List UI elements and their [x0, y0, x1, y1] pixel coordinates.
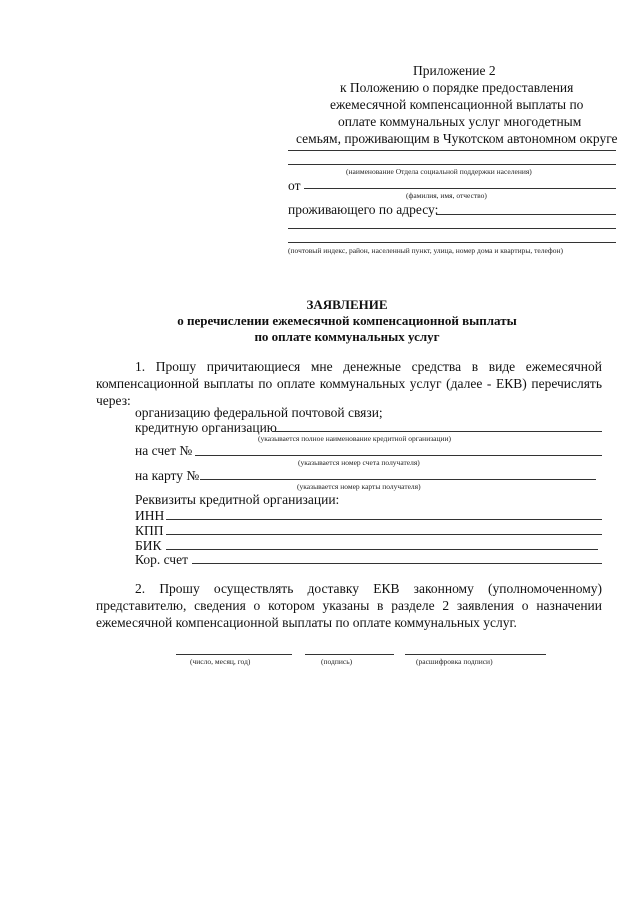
corr-account-label: Кор. счет: [135, 552, 188, 567]
kpp-label: КПП: [135, 523, 164, 538]
section-2-line-1: 2. Прошу осуществлять доставку ЕКВ законному (уполномоченному): [135, 581, 602, 596]
signature-field[interactable]: [305, 654, 394, 655]
signature-decode-field[interactable]: [405, 654, 546, 655]
department-caption: (наименование Отдела социальной поддержки населения): [346, 167, 532, 176]
date-caption: (число, месяц, год): [190, 657, 251, 666]
account-label: на счет №: [135, 443, 193, 458]
account-number-field[interactable]: [195, 455, 602, 456]
document-title-line-3: по оплате коммунальных услуг: [254, 329, 440, 344]
department-line-2[interactable]: [288, 164, 616, 165]
section-1-line-3: через:: [96, 393, 131, 408]
department-line-1[interactable]: [288, 150, 616, 151]
section-1-line-2: компенсационной выплаты по оплате коммунальных услуг (далее - ЕКВ) перечислять: [96, 376, 602, 391]
signature-caption: (подпись): [321, 657, 353, 666]
appendix-line-5: семьям, проживающим в Чукотском автономном округе: [296, 131, 618, 146]
option-credit-label: кредитную организацию: [135, 420, 277, 435]
bik-field[interactable]: [166, 549, 598, 550]
inn-field[interactable]: [166, 519, 602, 520]
bik-label: БИК: [135, 538, 162, 553]
from-label: от: [288, 178, 301, 193]
corr-account-field[interactable]: [192, 563, 602, 564]
document-title-line-2: о перечислении ежемесячной компенсационной выплаты: [177, 313, 517, 328]
address-caption: (почтовый индекс, район, населенный пункт, улица, номер дома и квартиры, телефон): [288, 246, 564, 255]
appendix-line-4: оплате коммунальных услуг многодетным: [338, 114, 582, 129]
card-caption: (указывается номер карты получателя): [297, 482, 421, 491]
appendix-line-2: к Положению о порядке предоставления: [340, 80, 574, 95]
appendix-line-3: ежемесячной компенсационной выплаты по: [330, 97, 584, 112]
name-caption: (фамилия, имя, отчество): [406, 191, 487, 200]
kpp-field[interactable]: [166, 534, 602, 535]
section-2-line-3: ежемесячной компенсационной выплаты по оплате коммунальных услуг.: [96, 615, 517, 630]
section-1-line-1: 1. Прошу причитающиеся мне денежные средства в виде ежемесячной: [135, 359, 602, 374]
appendix-number: Приложение 2: [413, 63, 496, 78]
address-field-3[interactable]: [288, 242, 616, 243]
address-field-1[interactable]: [436, 214, 616, 215]
credit-caption: (указывается полное наименование кредитной организации): [258, 434, 452, 443]
requisites-title: Реквизиты кредитной организации:: [135, 492, 340, 507]
account-caption: (указывается номер счета получателя): [298, 458, 420, 467]
section-2-line-2: представителю, сведения о котором указаны в разделе 2 заявления о назначении: [96, 598, 602, 613]
applicant-name-field[interactable]: [304, 188, 616, 189]
address-label: проживающего по адресу:: [288, 202, 439, 217]
option-post-office: организацию федеральной почтовой связи;: [135, 405, 383, 420]
document-title: ЗАЯВЛЕНИЕ: [306, 297, 388, 312]
inn-label: ИНН: [135, 508, 165, 523]
card-number-field[interactable]: [200, 479, 596, 480]
signature-decode-caption: (расшифровка подписи): [416, 657, 493, 666]
card-label: на карту №: [135, 468, 200, 483]
date-field[interactable]: [176, 654, 292, 655]
address-field-2[interactable]: [288, 228, 616, 229]
credit-organization-field[interactable]: [272, 431, 602, 432]
